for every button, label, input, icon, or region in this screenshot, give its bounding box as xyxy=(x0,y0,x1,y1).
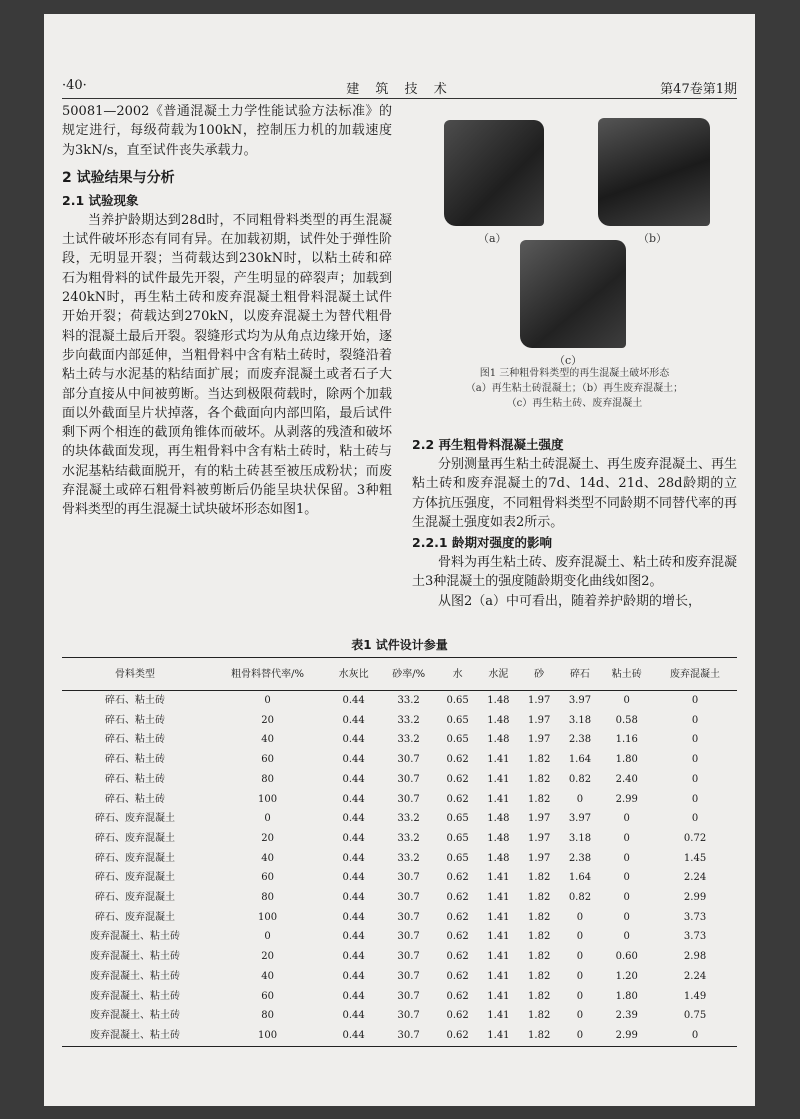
intro-paragraph: 50081—2002《普通混凝土力学性能试验方法标准》的规定进行，每级荷载为100kN，控制压力机的加载速度为3kN/s，直至试件丧失承载力。 xyxy=(62,104,392,158)
table-cell: 0.62 xyxy=(446,872,469,884)
table-caption: 表1 试件设计参量 xyxy=(351,638,448,652)
table-cell: 0 xyxy=(623,872,630,884)
table-row xyxy=(62,849,737,869)
table-cell: 40 xyxy=(261,970,274,982)
table-cell: 0.75 xyxy=(683,1010,707,1022)
table-row xyxy=(62,967,737,987)
table-cell: 0.65 xyxy=(446,832,469,844)
table-cell: 1.48 xyxy=(487,832,510,844)
table-cell: 0.62 xyxy=(446,1010,469,1022)
table-row xyxy=(62,730,737,750)
table-cell: 0.58 xyxy=(615,714,638,726)
table-cell: 0.44 xyxy=(342,852,365,864)
table-cell: 60 xyxy=(261,990,274,1002)
table-cell: 3.73 xyxy=(683,931,707,943)
table-cell: 1.41 xyxy=(487,1029,510,1041)
table-cell: 0 xyxy=(576,793,584,805)
table-cell: 100 xyxy=(258,1029,278,1041)
table-cell: 0 xyxy=(576,1029,584,1041)
table-row xyxy=(62,829,737,849)
table-header-cell: 砂 xyxy=(519,658,560,691)
table-cell: 1.41 xyxy=(487,793,510,805)
section-2-1-heading: 2.1 试验现象 xyxy=(62,192,139,208)
table-cell: 1.82 xyxy=(528,970,551,982)
table-cell: 0 xyxy=(623,852,630,864)
table-cell: 100 xyxy=(258,911,278,923)
table-cell: 33.2 xyxy=(397,714,420,726)
table-cell: 1.48 xyxy=(487,813,510,825)
table-header-row xyxy=(62,658,737,691)
table-cell: 80 xyxy=(261,892,274,904)
table-cell: 废弃混凝土、粘土砖 xyxy=(89,951,180,963)
running-header xyxy=(62,76,737,99)
table-cell: 1.41 xyxy=(487,951,510,963)
figure-caption-title: 图1 三种粗骨料类型的再生混凝土破坏形态 xyxy=(479,368,670,379)
journal-name: 建 筑 技 术 xyxy=(346,82,453,97)
table-cell: 废弃混凝土、粘土砖 xyxy=(89,990,180,1002)
table-cell: 30.7 xyxy=(397,1010,420,1022)
table-cell: 0.44 xyxy=(342,793,365,805)
table-cell: 1.45 xyxy=(683,852,707,864)
table-cell: 0.82 xyxy=(568,892,592,904)
table-cell: 0.44 xyxy=(342,1010,365,1022)
table-cell: 0.62 xyxy=(446,754,469,766)
table-cell: 0.44 xyxy=(342,773,365,785)
left-column xyxy=(62,102,392,520)
table-cell: 0 xyxy=(623,911,630,923)
table-cell: 1.41 xyxy=(487,1010,510,1022)
table-cell: 80 xyxy=(261,773,274,785)
table-cell: 30.7 xyxy=(397,951,420,963)
table-cell: 碎石、废弃混凝土 xyxy=(94,892,175,904)
section-2-2-heading: 2.2 再生粗骨料混凝土强度 xyxy=(412,437,564,452)
table-cell: 1.41 xyxy=(487,970,510,982)
table-cell: 60 xyxy=(261,754,274,766)
parameters-table xyxy=(62,657,737,1047)
section-2-2-1-paragraph-2: 从图2（a）中可看出，随着养护龄期的增长， xyxy=(438,593,702,609)
table-cell: 2.39 xyxy=(615,1010,638,1022)
table-row xyxy=(62,908,737,928)
table-cell: 30.7 xyxy=(397,872,420,884)
table-cell: 1.82 xyxy=(528,1010,551,1022)
table-cell: 0.62 xyxy=(446,892,469,904)
right-column xyxy=(412,434,737,611)
table-cell: 1.82 xyxy=(528,990,551,1002)
table-cell: 33.2 xyxy=(397,734,420,746)
table-cell: 30.7 xyxy=(397,990,420,1002)
table-cell: 1.41 xyxy=(487,990,510,1002)
table-cell: 1.41 xyxy=(487,911,510,923)
table-header-cell: 粘土砖 xyxy=(600,658,653,691)
table-cell: 3.73 xyxy=(683,911,707,923)
table-cell: 0.44 xyxy=(342,695,365,706)
table-cell: 0 xyxy=(576,990,584,1002)
table-cell: 1.97 xyxy=(528,734,551,746)
table-cell: 0 xyxy=(623,813,630,825)
table-cell: 100 xyxy=(258,793,278,805)
table-cell: 30.7 xyxy=(397,892,420,904)
table-cell: 1.48 xyxy=(487,714,510,726)
table-header-cell: 水 xyxy=(437,658,478,691)
table-cell: 1.97 xyxy=(528,714,551,726)
table-cell: 2.99 xyxy=(615,1029,638,1041)
table-cell: 0.82 xyxy=(568,773,592,785)
table-cell: 1.41 xyxy=(487,754,510,766)
table-cell: 碎石、粘土砖 xyxy=(104,734,165,746)
table-cell: 0.44 xyxy=(342,714,365,726)
table-cell: 1.82 xyxy=(528,931,551,943)
table-cell: 80 xyxy=(261,1010,274,1022)
table-cell: 0.44 xyxy=(342,951,365,963)
table-cell: 1.80 xyxy=(615,990,638,1002)
table-cell: 0 xyxy=(623,695,630,706)
figure-caption-sub1: （a）再生粘土砖混凝土；（b）再生废弃混凝土； xyxy=(465,383,684,394)
table-header-cell: 水泥 xyxy=(478,658,519,691)
table-cell: 碎石、粘土砖 xyxy=(104,714,165,726)
table-cell: 30.7 xyxy=(397,1029,420,1041)
table-cell: 1.97 xyxy=(528,852,551,864)
table-cell: 废弃混凝土、粘土砖 xyxy=(89,931,180,943)
table-header-cell: 碎石 xyxy=(560,658,601,691)
table-cell: 0.44 xyxy=(342,872,365,884)
table-body xyxy=(62,691,737,1047)
table-cell: 0 xyxy=(691,793,699,805)
table-cell: 1.97 xyxy=(528,813,551,825)
table-cell: 0 xyxy=(691,813,699,825)
section-2-heading: 2 试验结果与分析 xyxy=(62,169,175,186)
figure-1 xyxy=(412,112,737,432)
table-cell: 33.2 xyxy=(397,695,420,706)
table-cell: 0.65 xyxy=(446,813,469,825)
table-row xyxy=(62,888,737,908)
table-1 xyxy=(62,636,737,1047)
table-cell: 0 xyxy=(691,695,699,706)
table-row xyxy=(62,1026,737,1046)
table-cell: 20 xyxy=(261,832,274,844)
table-cell: 0.62 xyxy=(446,931,469,943)
table-cell: 碎石、废弃混凝土 xyxy=(94,911,175,923)
table-header-cell: 废弃混凝土 xyxy=(653,658,737,691)
table-cell: 0 xyxy=(576,970,584,982)
section-2-2-1-heading: 2.2.1 龄期对强度的影响 xyxy=(412,535,552,551)
table-cell: 0 xyxy=(576,1010,584,1022)
table-cell: 1.82 xyxy=(528,892,551,904)
table-header-cell: 砂率/% xyxy=(380,658,437,691)
table-cell: 1.16 xyxy=(615,734,638,746)
table-cell: 0 xyxy=(691,1029,699,1041)
table-cell: 30.7 xyxy=(397,931,420,943)
table-cell: 3.18 xyxy=(568,714,592,726)
table-cell: 2.24 xyxy=(683,970,707,982)
table-cell: 0.44 xyxy=(342,754,365,766)
table-cell: 碎石、废弃混凝土 xyxy=(94,832,175,844)
table-cell: 0 xyxy=(691,773,699,785)
table-cell: 0 xyxy=(264,931,271,943)
table-row xyxy=(62,1006,737,1026)
table-cell: 碎石、粘土砖 xyxy=(104,773,165,785)
table-cell: 30.7 xyxy=(397,754,420,766)
table-row xyxy=(62,987,737,1007)
table-cell: 33.2 xyxy=(397,832,420,844)
table-cell: 0.72 xyxy=(683,832,707,844)
table-header-cell: 水灰比 xyxy=(327,658,380,691)
table-cell: 废弃混凝土、粘土砖 xyxy=(89,1029,180,1041)
section-2-2-paragraph: 分别测量再生粘土砖混凝土、再生废弃混凝土、再生粘土砖和废弃混凝土的7d、14d、21d、28d龄期的立方体抗压强度，不同粗骨料类型不同龄期不同替代率的再生混凝土强度如表2所示。 xyxy=(412,457,738,530)
table-cell: 0.44 xyxy=(342,970,365,982)
figure-caption xyxy=(412,366,737,411)
table-cell: 碎石、废弃混凝土 xyxy=(94,872,175,884)
table-cell: 1.41 xyxy=(487,931,510,943)
table-cell: 废弃混凝土、粘土砖 xyxy=(89,970,180,982)
table-cell: 60 xyxy=(261,872,274,884)
table-cell: 30.7 xyxy=(397,970,420,982)
table-cell: 0.62 xyxy=(446,1029,469,1041)
table-cell: 碎石、粘土砖 xyxy=(104,793,165,805)
table-cell: 0.44 xyxy=(342,931,365,943)
table-cell: 废弃混凝土、粘土砖 xyxy=(89,1010,180,1022)
table-cell: 3.97 xyxy=(568,813,592,825)
table-cell: 40 xyxy=(261,852,274,864)
table-cell: 0 xyxy=(264,813,271,825)
table-row xyxy=(62,750,737,770)
table-cell: 碎石、粘土砖 xyxy=(104,754,165,766)
issue-info: 第47卷第1期 xyxy=(660,82,737,97)
table-cell: 0.62 xyxy=(446,773,469,785)
table-cell: 0 xyxy=(623,892,630,904)
table-cell: 3.97 xyxy=(568,695,592,706)
table-row xyxy=(62,711,737,731)
table-header-cell: 粗骨料替代率/% xyxy=(208,658,327,691)
table-cell: 2.38 xyxy=(568,852,592,864)
table-row xyxy=(62,927,737,947)
table-cell: 2.98 xyxy=(683,951,707,963)
table-cell: 1.82 xyxy=(528,872,551,884)
table-cell: 1.97 xyxy=(528,832,551,844)
journal-page xyxy=(44,14,755,1106)
table-cell: 33.2 xyxy=(397,813,420,825)
table-cell: 1.48 xyxy=(487,695,510,706)
table-cell: 1.48 xyxy=(487,734,510,746)
table-cell: 0 xyxy=(623,931,630,943)
table-cell: 20 xyxy=(261,951,274,963)
table-cell: 3.18 xyxy=(568,832,592,844)
table-cell: 1.49 xyxy=(683,990,707,1002)
table-cell: 1.64 xyxy=(568,754,592,766)
table-cell: 0.62 xyxy=(446,970,469,982)
table-cell: 0 xyxy=(623,832,630,844)
table-cell: 1.82 xyxy=(528,911,551,923)
table-cell: 0.60 xyxy=(615,951,638,963)
table-cell: 1.82 xyxy=(528,1029,551,1041)
table-row xyxy=(62,868,737,888)
figure-caption-sub2: （c）再生粘土砖、废弃混凝土 xyxy=(506,398,643,409)
table-cell: 0.44 xyxy=(342,1029,365,1041)
section-2-2-1-paragraph: 骨料为再生粘土砖、废弃混凝土、粘土砖和废弃混凝土3种混凝土的强度随龄期变化曲线如图2。 xyxy=(412,555,738,590)
table-cell: 0 xyxy=(691,714,699,726)
table-cell: 碎石、粘土砖 xyxy=(104,695,165,706)
section-2-1-paragraph: 当养护龄期达到28d时，不同粗骨料类型的再生混凝土试件破坏形态有同有异。在加载初期，试件处于弹性阶段，无明显开裂；当荷载达到230kN时，以粘土砖和碎石为粗骨料的试件最先开裂，产生明显的碎裂声；加载到240kN时，再生粘土砖和废弃混凝土粗骨料混凝土试件开始开裂；荷载达到270kN，以废弃混凝土为替代粗骨料的混凝土最后开裂。裂缝形式均为从角点边缘开始，逐步向截面内部延伸，当粗骨料中含有粘土砖时，裂缝沿着粘土砖与水泥基的粘结面扩展；而废弃混凝土或者石子大部分直接从中间被剪断。当达到极限荷载时，除两个加载面以外截面呈片状掉落，各个截面向内部凹陷，最后试件剩下两个相连的截顶角锥体而破坏。从剥落的残渣和破坏的块体截面发现，再生粗骨料中含有粘土砖时，粘土砖与水泥基粘结截面脱开，有的粘土砖甚至被压成粉状；而废弃混凝土或碎石粗骨料被剪断后仍能呈块状保留。3种粗骨料类型的再生混凝土试块破坏形态如图1。 xyxy=(62,212,392,518)
table-cell: 碎石、废弃混凝土 xyxy=(94,852,175,864)
table-cell: 2.38 xyxy=(568,734,592,746)
specimen-photo-c xyxy=(520,240,626,348)
table-cell: 1.80 xyxy=(615,754,638,766)
table-cell: 30.7 xyxy=(397,911,420,923)
table-cell: 0 xyxy=(576,951,584,963)
table-cell: 1.82 xyxy=(528,951,551,963)
page-number: ·40· xyxy=(62,78,87,93)
table-cell: 2.40 xyxy=(615,773,638,785)
table-cell: 1.41 xyxy=(487,773,510,785)
figure-label-a: （a） xyxy=(478,232,507,245)
table-cell: 0.65 xyxy=(446,714,469,726)
table-cell: 0.44 xyxy=(342,990,365,1002)
table-cell: 0.62 xyxy=(446,793,469,805)
table-cell: 0.44 xyxy=(342,892,365,904)
specimen-photo-a xyxy=(444,120,544,226)
table-cell: 0.44 xyxy=(342,911,365,923)
table-cell: 2.99 xyxy=(615,793,638,805)
table-row xyxy=(62,809,737,829)
table-cell: 1.48 xyxy=(487,852,510,864)
table-cell: 0.62 xyxy=(446,990,469,1002)
table-cell: 碎石、废弃混凝土 xyxy=(94,813,175,825)
table-cell: 0.65 xyxy=(446,734,469,746)
table-cell: 0.62 xyxy=(446,911,469,923)
table-cell: 0.65 xyxy=(446,852,469,864)
figure-label-c: （c） xyxy=(554,354,583,367)
table-cell: 1.82 xyxy=(528,773,551,785)
table-cell: 33.2 xyxy=(397,852,420,864)
table-cell: 0.44 xyxy=(342,813,365,825)
table-row xyxy=(62,770,737,790)
table-cell: 0 xyxy=(576,911,584,923)
specimen-photo-b xyxy=(598,118,710,226)
figure-label-b: （b） xyxy=(638,232,668,245)
table-cell: 1.97 xyxy=(528,695,551,706)
table-header-cell: 骨料类型 xyxy=(62,658,208,691)
table-cell: 0.65 xyxy=(446,695,469,706)
table-cell: 1.41 xyxy=(487,872,510,884)
table-cell: 0 xyxy=(691,754,699,766)
table-cell: 1.20 xyxy=(615,970,638,982)
table-cell: 40 xyxy=(261,734,274,746)
table-cell: 0.44 xyxy=(342,734,365,746)
table-cell: 0 xyxy=(691,734,699,746)
table-cell: 0.62 xyxy=(446,951,469,963)
table-cell: 1.41 xyxy=(487,892,510,904)
table-cell: 1.82 xyxy=(528,754,551,766)
table-cell: 2.24 xyxy=(683,872,707,884)
table-cell: 1.82 xyxy=(528,793,551,805)
table-row xyxy=(62,947,737,967)
table-cell: 30.7 xyxy=(397,773,420,785)
table-cell: 0 xyxy=(576,931,584,943)
table-row xyxy=(62,790,737,810)
table-row xyxy=(62,691,737,711)
table-cell: 30.7 xyxy=(397,793,420,805)
table-cell: 1.64 xyxy=(568,872,592,884)
table-cell: 20 xyxy=(261,714,274,726)
table-cell: 0.44 xyxy=(342,832,365,844)
table-cell: 2.99 xyxy=(683,892,707,904)
table-cell: 0 xyxy=(264,695,271,706)
